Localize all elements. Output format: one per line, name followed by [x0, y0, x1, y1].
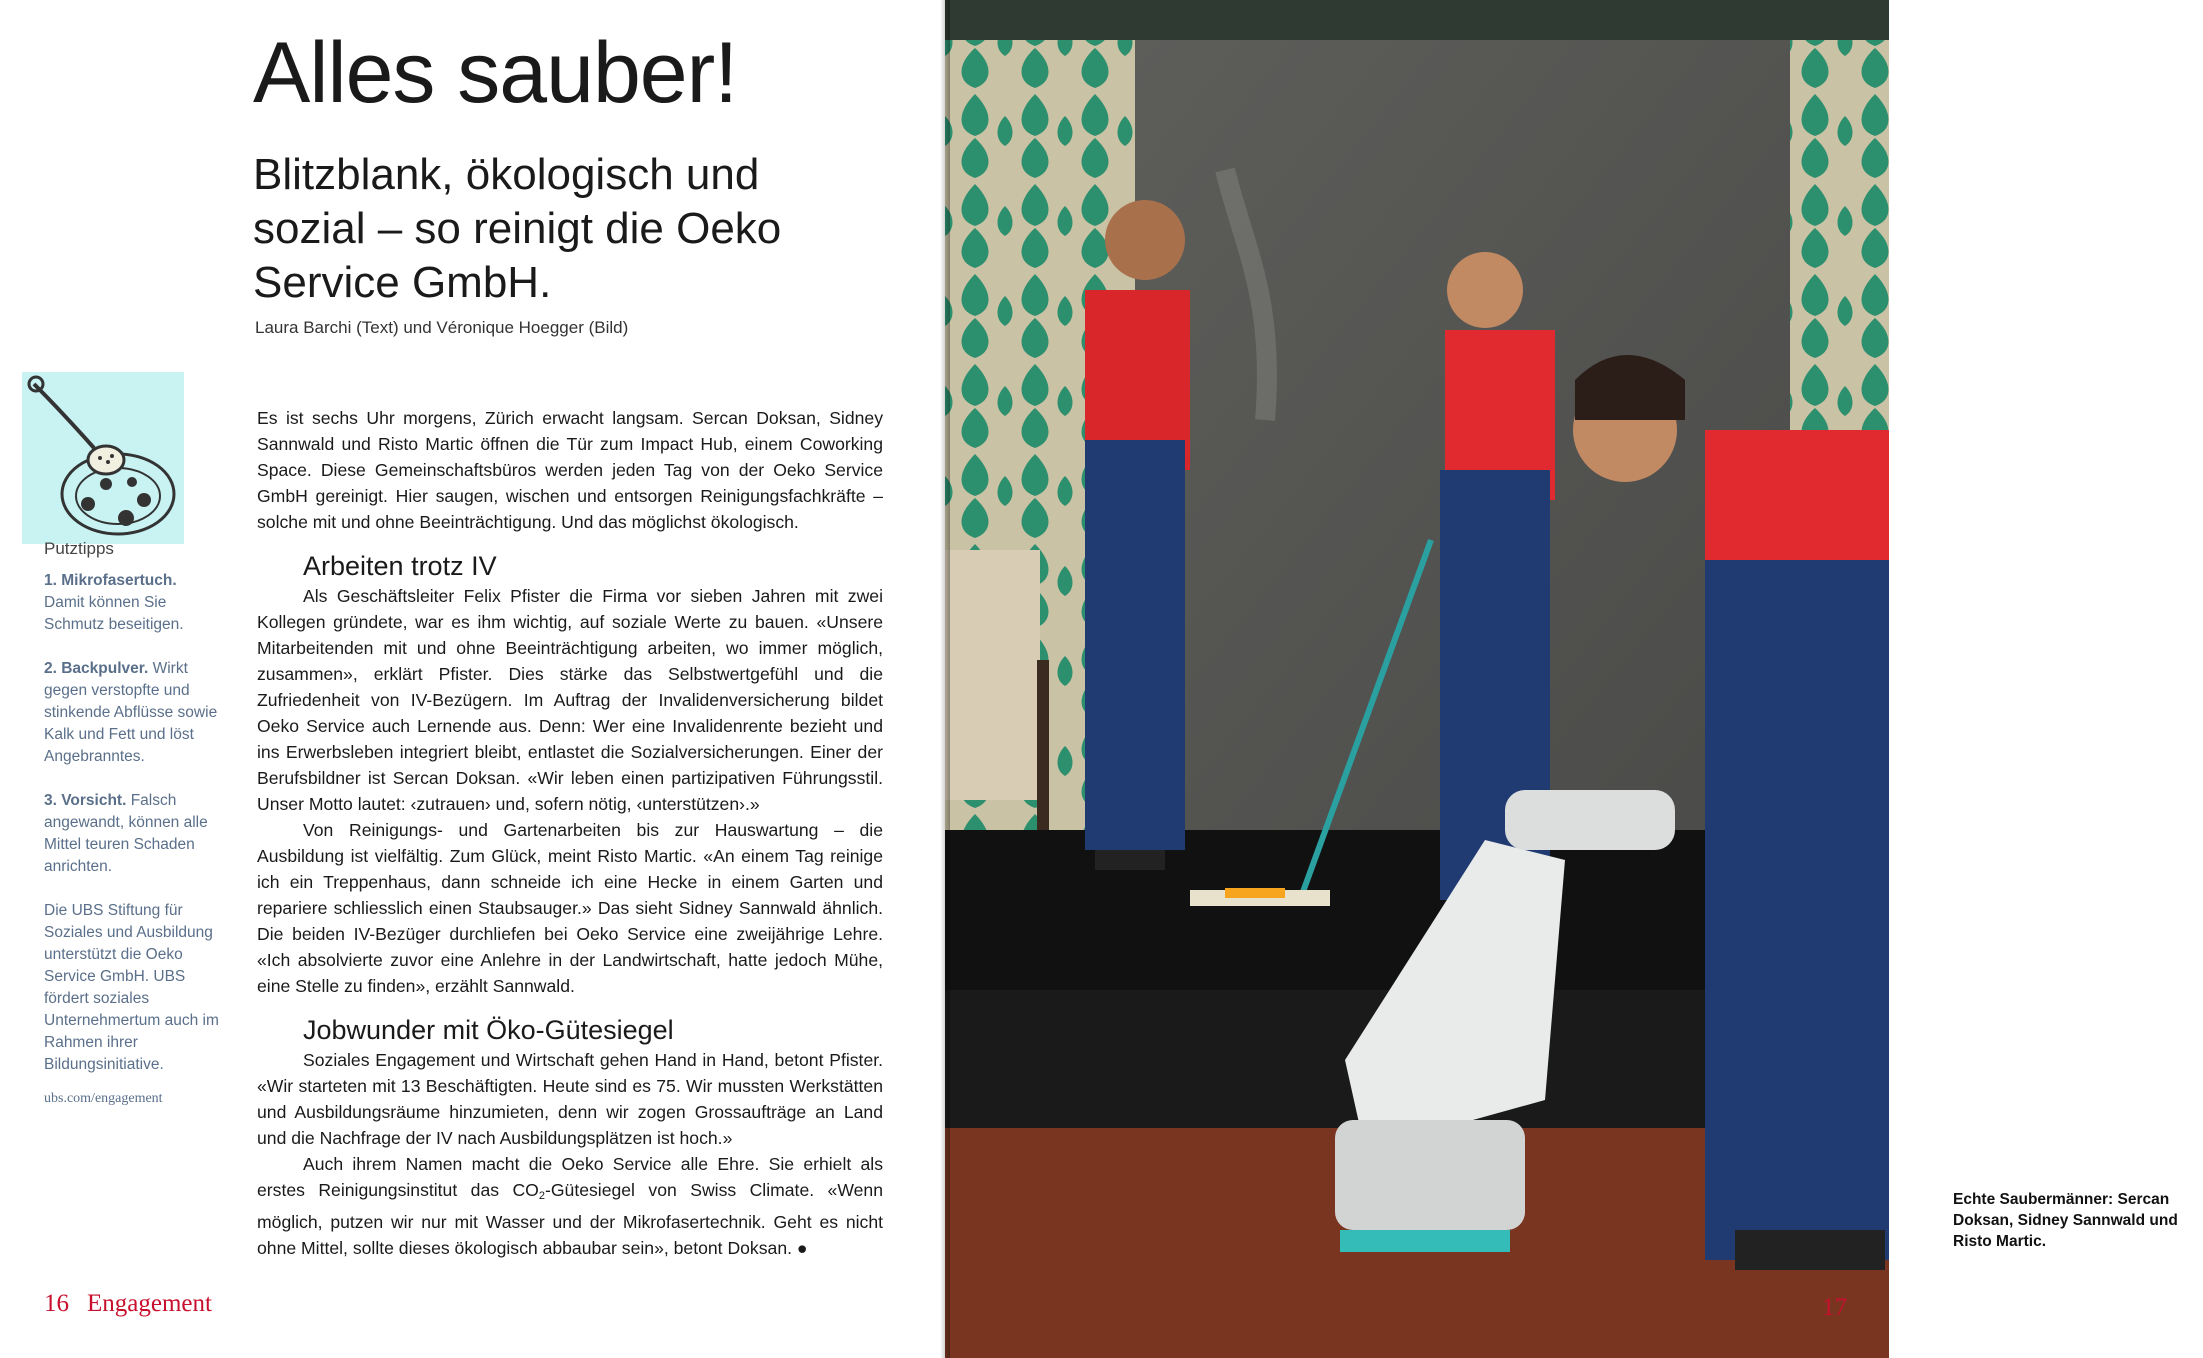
- subscript: 2: [538, 1190, 545, 1202]
- tip-item: [44, 570, 226, 636]
- sponsor-note: Die UBS Stiftung für Soziales und Ausbildung unterstützt die Oeko Service GmbH. UBS fördert soziales Unternehmertum auch im Rahmen ihrer Bildungsinitiative.: [44, 902, 219, 1073]
- paragraph: [257, 1151, 883, 1261]
- paragraph-text: Auch ihrem Namen macht die Oeko Service alle Ehre. Sie erhielt als erstes Reinigungsinstitut das CO: [257, 1154, 883, 1200]
- paragraph: Von Reinigungs- und Gartenarbeiten bis zur Hauswartung – die Ausbildung ist vielfältig. Zum Glück, meint Risto Martic. «An einem Tag reinige ich ein Treppenhaus, dann schneide ich eine Hecke in einem Garten und repariere schliesslich einen Staubsauger.» Das sieht Sidney Sannwald ähnlich. Die beiden IV-Bezüger durchliefen bei Oeko Service eine zweijährige Lehre. «Ich absolvierte zuvor eine Anlehre in der Landwirtschaft, hatte jedoch Mühe, eine Stelle zu finden», erzählt Sannwald.: [257, 820, 883, 996]
- byline: Laura Barchi (Text) und Véronique Hoegger (Bild): [255, 318, 629, 337]
- tip-text: Damit können Sie Schmutz beseitigen.: [44, 594, 184, 633]
- right-page-number: 17: [1822, 1294, 1847, 1321]
- cleaners-photo: [945, 0, 1889, 1358]
- section-heading: Arbeiten trotz IV: [303, 551, 497, 581]
- engagement-link[interactable]: ubs.com/engagement: [44, 1091, 163, 1106]
- photo-page: [945, 0, 2178, 1358]
- page-number: 16: [44, 1290, 69, 1317]
- cleaning-tips-sidebar: [44, 538, 226, 1110]
- tips-title: Putztipps: [44, 539, 114, 558]
- tip-item: [44, 790, 226, 878]
- photo-caption: Echte Saubermänner: Sercan Doksan, Sidney Sannwald und Risto Martic.: [1953, 1191, 2178, 1250]
- tip-text: Wirkt gegen verstopfte und stinkende Abflüsse sowie Kalk und Fett und löst Angebranntes.: [44, 660, 218, 765]
- tip-item: [44, 658, 226, 768]
- cleaning-spoon-icon: [22, 372, 184, 544]
- article-title: Alles sauber!: [253, 25, 738, 121]
- tip-text: Falsch angewandt, können alle Mittel teuren Schaden anrichten.: [44, 792, 208, 875]
- paragraph-text: -Gütesiegel von Swiss Climate. «Wenn möglich, putzen wir nur mit Wasser und der Mikrofasertechnik. Geht es nicht ohne Mittel, sollte dieses ökologisch abbaubar sein», betont Doksan. ●: [257, 1180, 883, 1258]
- left-page: [0, 0, 945, 1358]
- section-heading: Jobwunder mit Öko-Gütesiegel: [303, 1015, 674, 1045]
- section-name: Engagement: [87, 1290, 212, 1317]
- paragraph: Als Geschäftsleiter Felix Pfister die Firma vor sieben Jahren mit zwei Kollegen gründete, war es ihm wichtig, auf soziale Werte zu bauen. «Unsere Mitarbeitenden mit und ohne Beeinträchtigung arbeiten, wo immer möglich, zusammen», erklärt Pfister. Dies stärke das Selbstwertgefühl und die Zufriedenheit von IV-Bezügern. Im Auftrag der Invalidenversicherung bildet Oeko Service auch Lernende aus. Denn: Wer eine Invalidenrente bezieht und ins Erwerbsleben integriert bleibt, entlastet die Sozialversicherungen. Einer der Berufsbildner ist Sercan Doksan. «Wir leben einen partizipativen Führungsstil. Unser Motto lautet: ‹zutrauen› und, sofern nötig, ‹unterstützen›.»: [257, 586, 883, 814]
- left-folio: [44, 1290, 212, 1318]
- tip-lead: 2. Backpulver.: [44, 660, 149, 677]
- paragraph: Soziales Engagement und Wirtschaft gehen Hand in Hand, betont Pfister. «Wir starteten mit 13 Beschäftigten. Heute sind es 75. Wir mussten Werkstätten und Ausbildungsräume hinzumieten, denn wir zogen Grossaufträge an Land und die Nachfrage der IV nach Ausbildungsplätzen ist hoch.»: [257, 1050, 883, 1148]
- intro-paragraph: Es ist sechs Uhr morgens, Zürich erwacht langsam. Sercan Doksan, Sidney Sannwald und Risto Martic öffnen die Tür zum Impact Hub, einem Coworking Space. Diese Gemeinschaftsbüros werden jeden Tag von der Oeko Service GmbH gereinigt. Hier saugen, wischen und entsorgen Reinigungsfachkräfte – solche mit und ohne Beeinträchtigung. Und das möglichst ökologisch.: [257, 408, 883, 532]
- spine-gutter: [940, 0, 950, 1358]
- tip-lead: 1. Mikrofasertuch.: [44, 572, 177, 589]
- tip-lead: 3. Vorsicht.: [44, 792, 127, 809]
- article-subtitle: Blitzblank, ökologisch und sozial – so reinigt die Oeko Service GmbH.: [253, 150, 782, 307]
- article-body: [257, 405, 883, 1261]
